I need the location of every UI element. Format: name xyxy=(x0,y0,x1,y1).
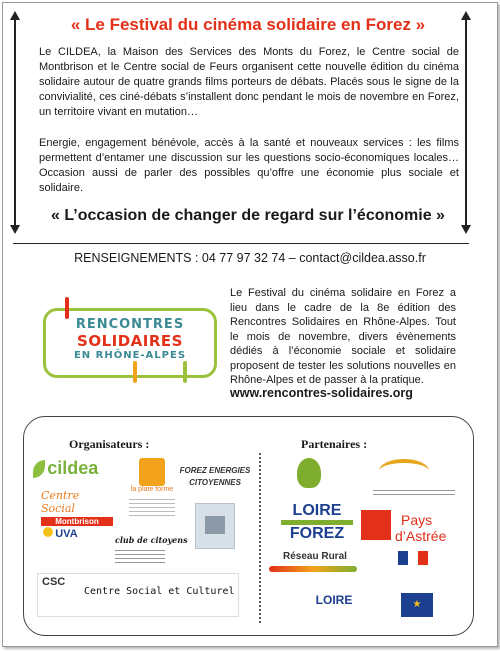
divider xyxy=(13,243,469,244)
right-arrow xyxy=(465,19,467,227)
centre-social-montbrison-logo: Centre Social Montbrison xyxy=(41,489,113,521)
left-arrow-up-head xyxy=(10,11,20,20)
rs-logo-line3: EN RHÔNE-ALPES xyxy=(73,350,187,361)
column-separator xyxy=(259,453,261,623)
cildea-logo: cildea xyxy=(33,458,113,484)
intro-paragraph: Le CILDEA, la Maison des Services des Monts du Forez, le Centre social de Montbrison et le Centre social de Feurs organisent cette nouvelle édition du cinéma solidaire autour de quatre grands films porteurs de débats. Placés sous le signe de la convivialité, ces ciné-débats s’installent donc pendant le mois de novembre en Forez, un territoire vivant en mutation… xyxy=(39,46,459,118)
rs-logo-line1: RENCONTRES xyxy=(75,317,185,332)
marianne-flag-icon xyxy=(398,551,428,565)
organisers-heading: Organisateurs : xyxy=(69,437,150,451)
forez-energies-citoyennes-logo: FOREZ ENERGIES CITOYENNES xyxy=(179,466,251,487)
rencontres-solidaires-logo xyxy=(43,308,217,378)
club-address-lines xyxy=(115,547,165,563)
rs-logo-line2: SOLIDAIRES xyxy=(77,332,183,350)
republique-francaise-logo xyxy=(383,551,443,581)
page xyxy=(2,2,498,647)
fork-icon xyxy=(65,297,69,319)
plate-forme-icon xyxy=(139,458,165,486)
uva-swirl-icon xyxy=(43,527,53,537)
festival-context-text: Le Festival du cinéma solidaire en Forez a lieu dans le cadre de la 8e édition des Rencontres Solidaires en Rhône-Alpes. Tout le mois de novembre, divers évènements dédiés à l’économie sociale et solidaire proposent de tester les solutions nouvelles en Rhône-Alpes et de passer à la pratique. xyxy=(230,287,456,386)
maison-services-logo xyxy=(195,503,235,549)
plate-forme-small-print xyxy=(129,496,175,516)
european-union-flag-icon: ★ xyxy=(401,593,433,617)
hills-icon xyxy=(379,459,429,483)
cildea-leaf-icon xyxy=(33,460,45,478)
right-arrow-up-head xyxy=(461,11,471,20)
left-arrow-down-head xyxy=(10,225,20,234)
communaute-communes-logo xyxy=(373,455,455,495)
loire-forez-logo: LOIRE FOREZ xyxy=(277,503,357,547)
reseau-rural-stripes xyxy=(269,566,357,572)
contact-line: RENSEIGNEMENTS : 04 77 97 32 74 – contact@cildea.asso.fr xyxy=(74,251,426,265)
website-link[interactable]: www.rencontres-solidaires.org xyxy=(230,386,413,400)
uva-logo: UVA xyxy=(43,527,83,553)
club-de-citoyens-logo: club de citoyens xyxy=(115,535,193,571)
partners-heading: Partenaires : xyxy=(301,437,368,451)
slogan: « L’occasion de changer de regard sur l’économie » xyxy=(51,207,445,224)
pays-astree-square xyxy=(361,510,391,540)
knife-icon xyxy=(133,361,137,383)
pays-astree-logo: Pays d’Astrée xyxy=(361,506,461,548)
spoon-icon xyxy=(183,361,187,383)
reseau-rural-logo: Réseau Rural xyxy=(269,551,357,589)
right-arrow-down-head xyxy=(461,225,471,234)
building-icon xyxy=(205,516,225,534)
conseil-general-loire-logo: LOIRE xyxy=(315,593,353,607)
tree-icon xyxy=(297,458,321,488)
festival-title: « Le Festival du cinéma solidaire en Forez » xyxy=(70,15,426,34)
chervé-logo xyxy=(279,458,339,502)
left-arrow xyxy=(14,19,16,227)
csc-feurs-logo: CSC Centre Social et Culturel xyxy=(37,573,239,617)
communaute-small-print xyxy=(373,487,455,495)
la-plate-forme-logo: la plate forme xyxy=(129,458,175,533)
themes-paragraph: Energie, engagement bénévole, accès à la santé et nouveaux services : les films permettent d’entamer une discussion sur les questions socio-économiques locales… Occasion aussi de parler des possibles qu’offre une économie plus sociale et solidaire. xyxy=(39,137,459,194)
